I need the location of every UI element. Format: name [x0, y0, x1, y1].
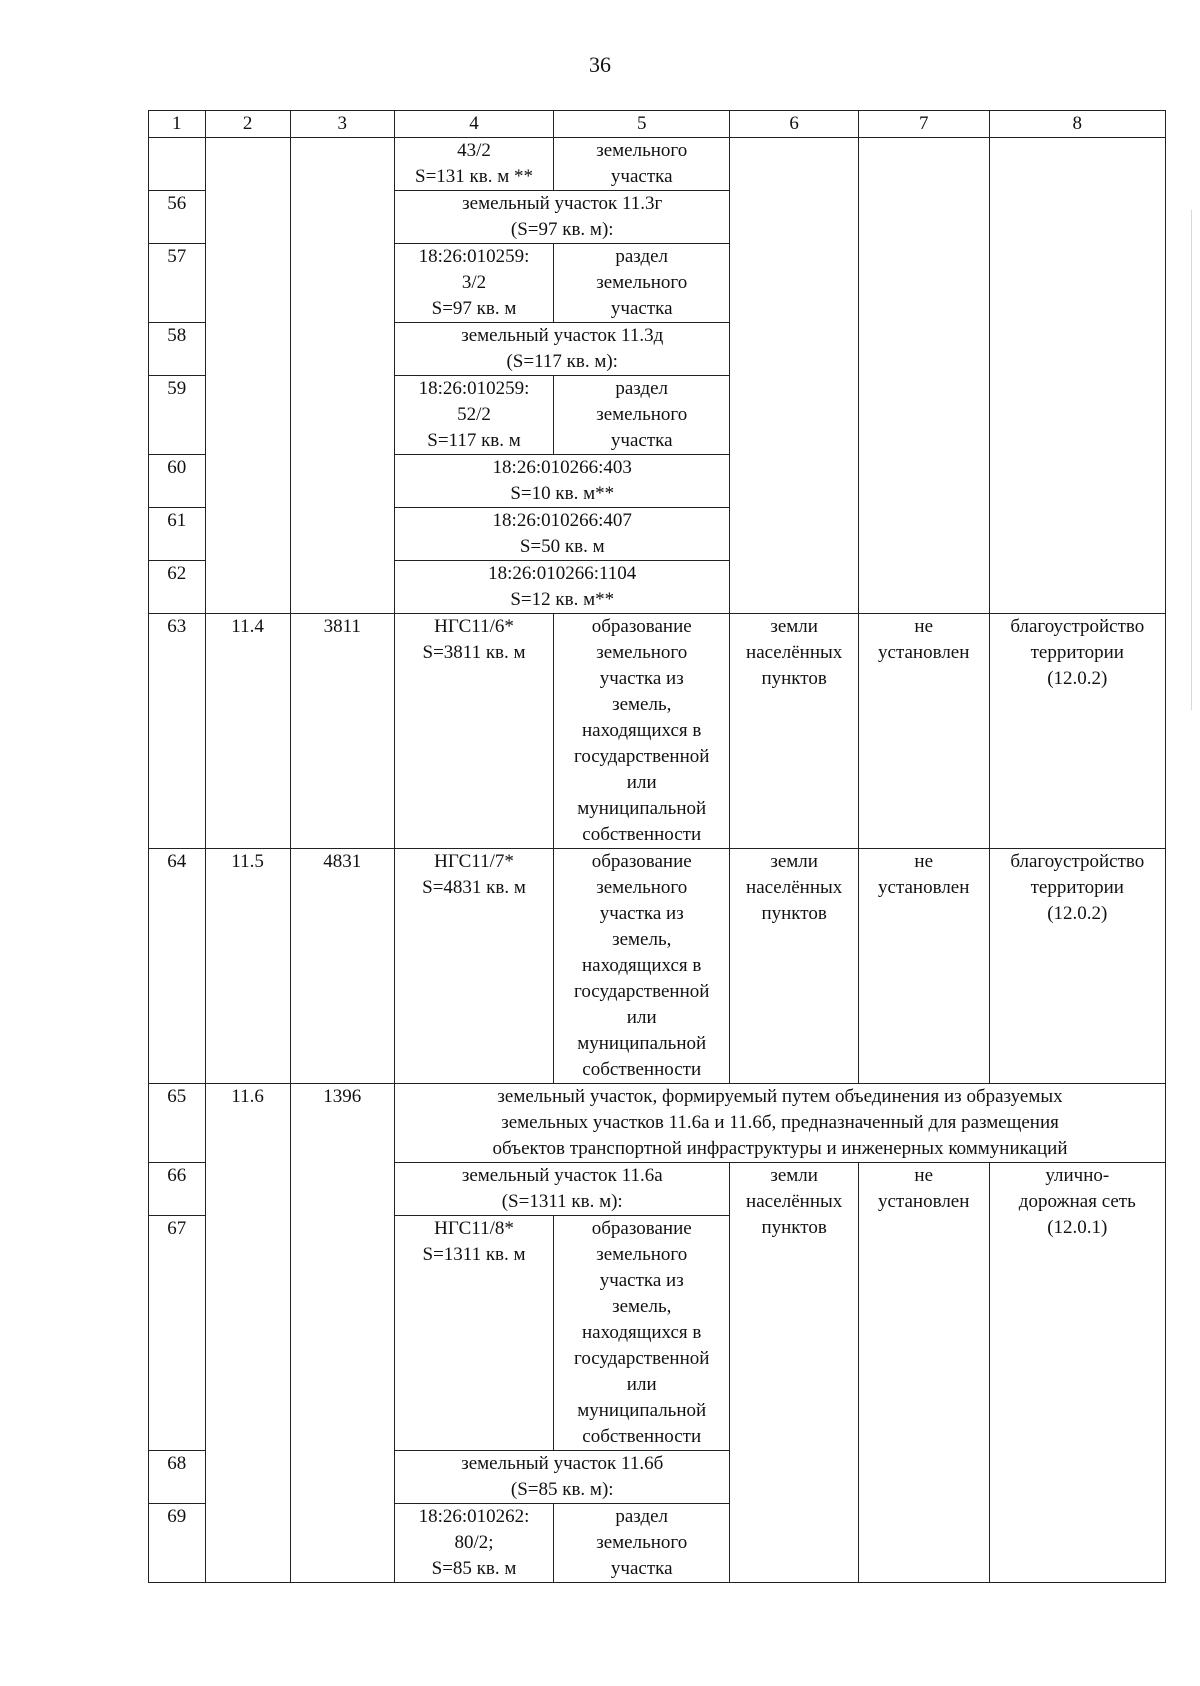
cell-col3: 1396 — [290, 1084, 395, 1583]
cell-col2 — [205, 138, 290, 614]
cell-col5: раздел земельного участка — [554, 376, 730, 455]
cell-col2: 11.4 — [205, 614, 290, 849]
cell-col5: раздел земельного участка — [554, 244, 730, 323]
cell-col4: 18:26:010262: 80/2; S=85 кв. м — [395, 1504, 554, 1583]
row-number: 61 — [149, 508, 206, 561]
cell-col4: 18:26:010259: 3/2 S=97 кв. м — [395, 244, 554, 323]
row-number: 63 — [149, 614, 206, 849]
row-number: 57 — [149, 244, 206, 323]
cell-col8 — [989, 138, 1165, 614]
row-number: 66 — [149, 1163, 206, 1216]
merged-cell: земельный участок 11.3д (S=117 кв. м): — [395, 323, 730, 376]
table-row — [149, 849, 1166, 1084]
cell-col2: 11.6 — [205, 1084, 290, 1583]
table-row — [149, 1084, 1166, 1163]
row-number: 56 — [149, 191, 206, 244]
header-cell: 5 — [554, 111, 730, 138]
cell-col3: 3811 — [290, 614, 395, 849]
row-number: 59 — [149, 376, 206, 455]
header-cell: 4 — [395, 111, 554, 138]
cell-col8: улично- дорожная сеть (12.0.1) — [989, 1163, 1165, 1583]
row-number: 58 — [149, 323, 206, 376]
merged-description: земельный участок, формируемый путем объединения из образуемых земельных участков 11.6а и 11.6б, предназначенный для размещения объектов транспортной инфраструктуры и инженерных коммуникаций — [395, 1084, 1166, 1163]
cell-col6: земли населённых пунктов — [730, 614, 858, 849]
cell-col6 — [730, 138, 858, 614]
cell-col5: раздел земельного участка — [554, 1504, 730, 1583]
row-number: 68 — [149, 1451, 206, 1504]
row-number: 69 — [149, 1504, 206, 1583]
cell-col6: земли населённых пунктов — [730, 1163, 858, 1583]
cell-col4: НГС11/8* S=1311 кв. м — [395, 1216, 554, 1451]
table-row — [149, 138, 1166, 191]
cell-col5: образование земельного участка из земель, находящихся в государственной или муниципальной собственности — [554, 614, 730, 849]
row-number: 67 — [149, 1216, 206, 1451]
cell-col8: благоустройство территории (12.0.2) — [989, 849, 1165, 1084]
merged-cell: земельный участок 11.6б (S=85 кв. м): — [395, 1451, 730, 1504]
header-row — [149, 111, 1166, 138]
page-number: 36 — [589, 52, 611, 77]
cell-col5: земельного участка — [554, 138, 730, 191]
scan-edge-line — [1191, 210, 1192, 710]
cell-col8: благоустройство территории (12.0.2) — [989, 614, 1165, 849]
row-number: 62 — [149, 561, 206, 614]
merged-cell: земельный участок 11.3г (S=97 кв. м): — [395, 191, 730, 244]
cell-col3: 4831 — [290, 849, 395, 1084]
cell-col4: НГС11/7* S=4831 кв. м — [395, 849, 554, 1084]
row-number — [149, 138, 206, 191]
cell-col7: не установлен — [858, 614, 989, 849]
cell-col3 — [290, 138, 395, 614]
merged-cell: 18:26:010266:403 S=10 кв. м** — [395, 455, 730, 508]
header-cell: 8 — [989, 111, 1165, 138]
row-number: 65 — [149, 1084, 206, 1163]
table-row — [149, 614, 1166, 849]
cell-col4: НГС11/6* S=3811 кв. м — [395, 614, 554, 849]
cell-col4: 18:26:010259: 52/2 S=117 кв. м — [395, 376, 554, 455]
cell-col7: не установлен — [858, 1163, 989, 1583]
cell-col6: земли населённых пунктов — [730, 849, 858, 1084]
row-number: 60 — [149, 455, 206, 508]
cell-col4: 43/2 S=131 кв. м ** — [395, 138, 554, 191]
cell-col5: образование земельного участка из земель, находящихся в государственной или муниципальной собственности — [554, 849, 730, 1084]
cell-col7: не установлен — [858, 849, 989, 1084]
header-cell: 3 — [290, 111, 395, 138]
merged-cell: 18:26:010266:1104 S=12 кв. м** — [395, 561, 730, 614]
header-cell: 7 — [858, 111, 989, 138]
cell-col5: образование земельного участка из земель, находящихся в государственной или муниципальной собственности — [554, 1216, 730, 1451]
merged-cell: 18:26:010266:407 S=50 кв. м — [395, 508, 730, 561]
land-plot-table — [148, 110, 1166, 1583]
cell-col2: 11.5 — [205, 849, 290, 1084]
cell-col7 — [858, 138, 989, 614]
header-cell: 2 — [205, 111, 290, 138]
header-cell: 1 — [149, 111, 206, 138]
header-cell: 6 — [730, 111, 858, 138]
row-number: 64 — [149, 849, 206, 1084]
merged-cell: земельный участок 11.6а (S=1311 кв. м): — [395, 1163, 730, 1216]
